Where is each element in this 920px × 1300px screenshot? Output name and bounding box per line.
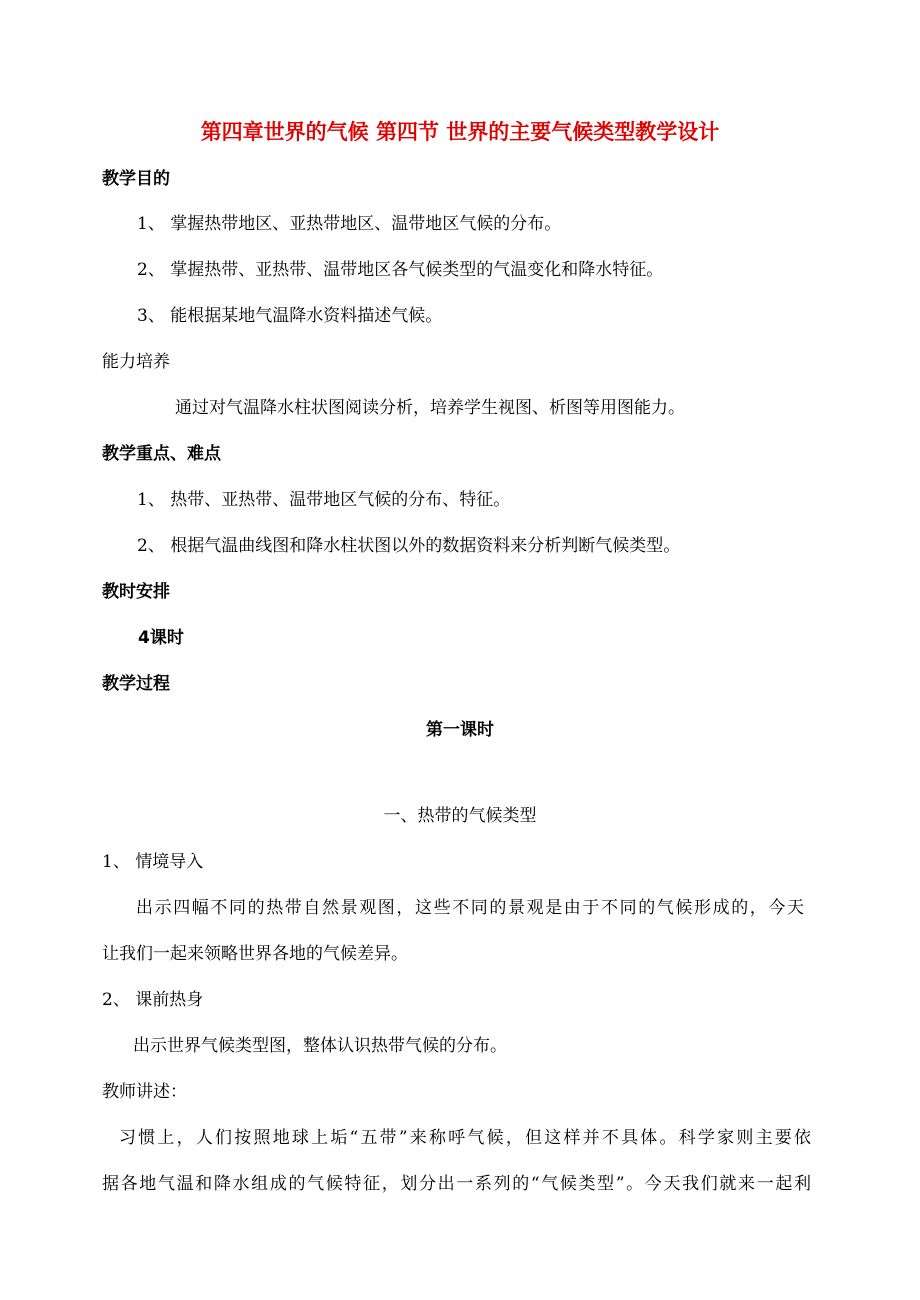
ability-heading: 能力培养 (102, 352, 170, 372)
step-2-text: 出示世界气候类型图，整体认识热带气候的分布。 (133, 1036, 507, 1056)
objective-item-3: 3、 能根据某地气温降水资料描述气候。 (137, 306, 443, 326)
teacher-label: 教师讲述： (102, 1082, 187, 1102)
step-1-text-line-1: 出示四幅不同的热带自然景观图，这些不同的景观是由于不同的气候形成的，今天 (136, 898, 804, 918)
document-title: 第四章世界的气候 第四节 世界的主要气候类型教学设计 (200, 120, 720, 144)
objective-item-2: 2、 掌握热带、亚热带、温带地区各气候类型的气温变化和降水特征。 (137, 260, 664, 280)
process-heading: 教学过程 (102, 674, 170, 694)
key-point-item-1: 1、 热带、亚热带、温带地区气候的分布、特征。 (137, 490, 511, 510)
key-point-item-2: 2、 根据气温曲线图和降水柱状图以外的数据资料来分析判断气候类型。 (137, 536, 681, 556)
section-title: 一、热带的气候类型 (383, 806, 537, 826)
teacher-text-line-1: 习惯上，人们按照地球上垢“五带”来称呼气候，但这样并不具体。科学家则主要依 (119, 1128, 811, 1148)
objectives-heading: 教学目的 (102, 169, 170, 189)
key-points-heading: 教学重点、难点 (102, 444, 221, 464)
ability-text: 通过对气温降水柱状图阅读分析，培养学生视图、析图等用图能力。 (175, 398, 685, 418)
step-1-text-line-2: 让我们一起来领略世界各地的气候差异。 (102, 944, 408, 964)
objective-item-1: 1、 掌握热带地区、亚热带地区、温带地区气候的分布。 (137, 214, 562, 234)
step-2-heading: 2、 课前热身 (102, 990, 204, 1010)
step-1-heading: 1、 情境导入 (102, 852, 204, 872)
schedule-heading: 教时安排 (102, 582, 170, 602)
lesson-title: 第一课时 (426, 720, 494, 740)
teacher-text-line-2: 据各地气温和降水组成的气候特征，划分出一系列的“气候类型”。今天我们就来一起利 (102, 1174, 811, 1194)
schedule-value: 4课时 (138, 628, 184, 648)
